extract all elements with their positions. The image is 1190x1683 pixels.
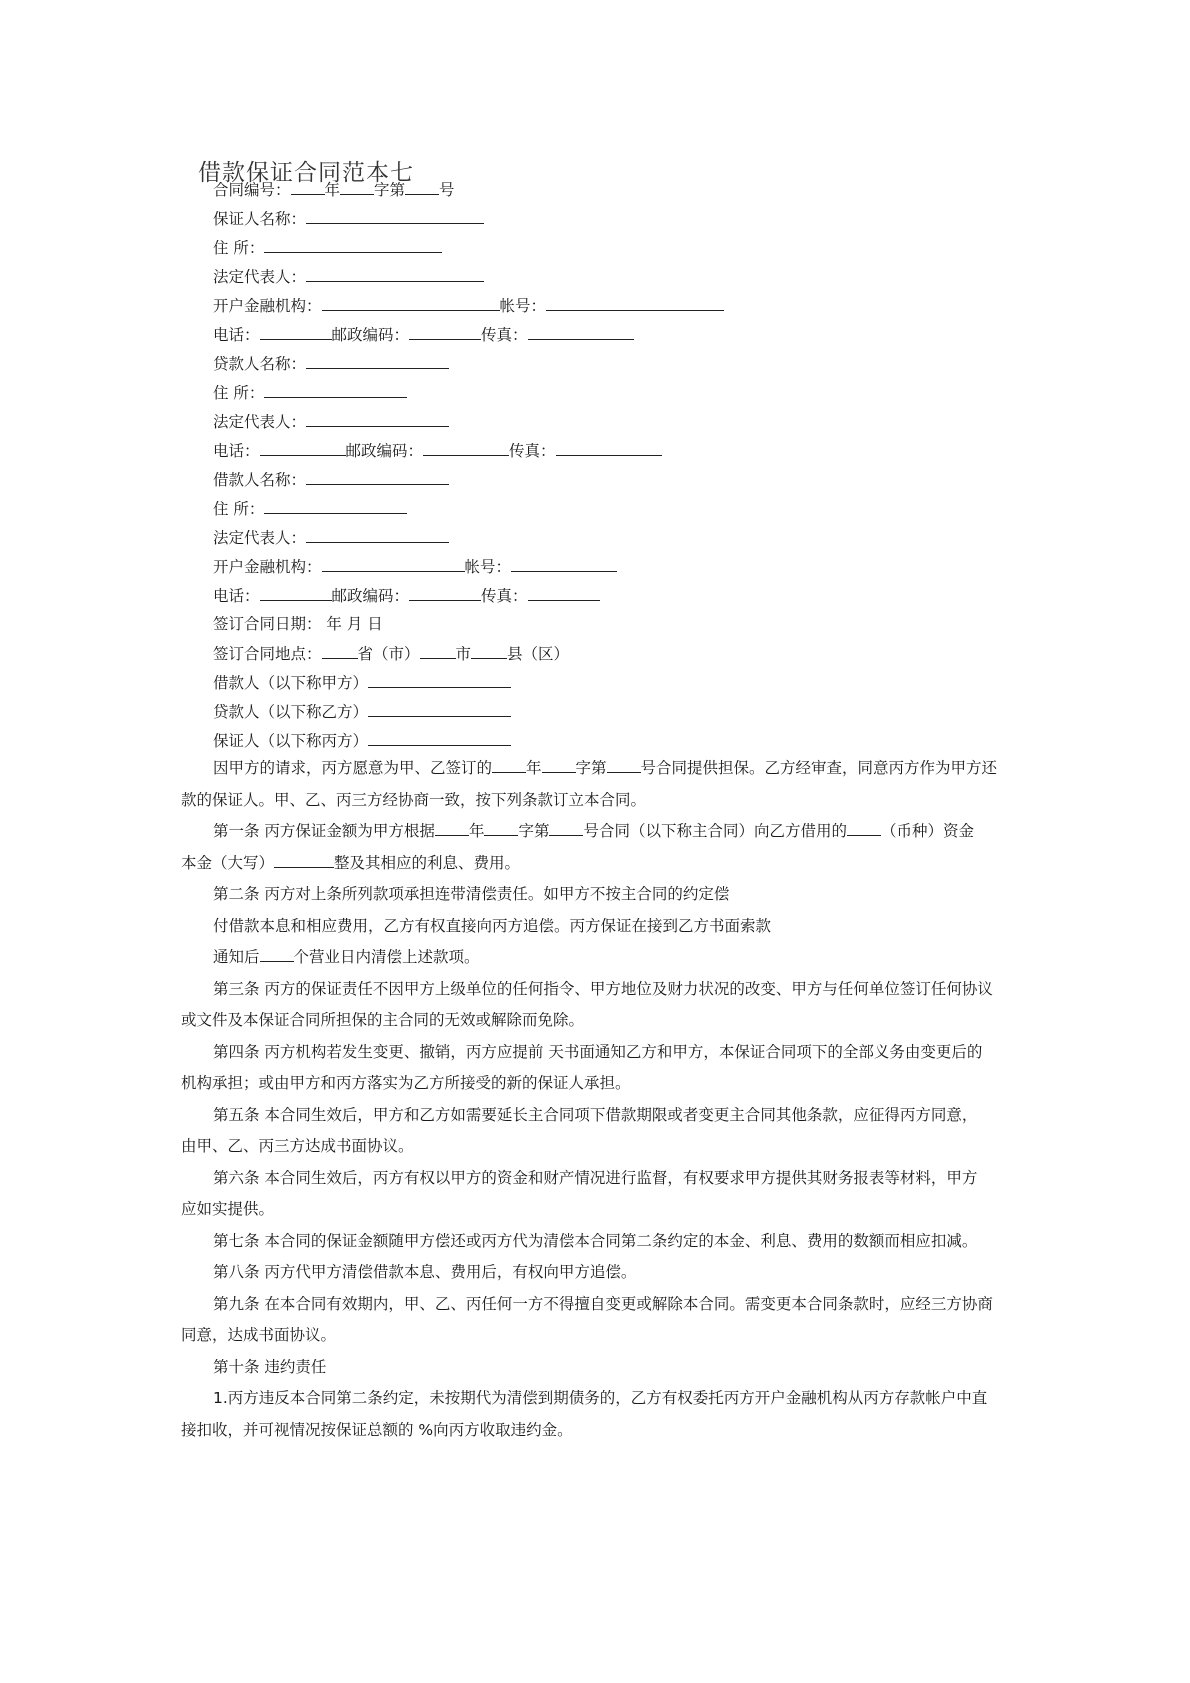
label: 保证人名称： (213, 210, 307, 228)
document-title: 借款保证合同范本七 (198, 160, 414, 186)
blank-line (264, 497, 407, 514)
blank-line (291, 178, 325, 195)
guarantor-legal-rep-field (213, 265, 484, 287)
label: 保证人（以下称丙方） (213, 732, 369, 750)
label: 签订合同地点： (213, 645, 322, 663)
label: 邮政编码： (345, 442, 424, 460)
guarantor-phone-field (213, 323, 634, 345)
label: 法定代表人： (213, 268, 307, 286)
article-3-line-2: 或文件及本保证合同所担保的主合同的无效或解除而免除。 (181, 1011, 585, 1029)
article-10-line-1: 1.丙方违反本合同第二条约定，未按期代为清偿到期债务的，乙方有权委托丙方开户金融机构从丙方存款帐户中直 (213, 1389, 988, 1407)
lender-address-field (213, 381, 407, 403)
blank-line (260, 945, 294, 962)
article-2-line-2: 付借款本息和相应费用，乙方有权直接向丙方追偿。丙方保证在接到乙方书面索款 (213, 916, 772, 935)
borrower-phone-field (213, 584, 600, 606)
article-10-line-2: 接扣收，并可视情况按保证总额的 %向丙方收取违约金。 (181, 1420, 573, 1439)
blank-line (274, 851, 334, 868)
article-1-line-2 (181, 848, 1021, 880)
blank-line (542, 756, 576, 773)
blank-line (405, 178, 439, 195)
article-2-line-1: 第二条 丙方对上条所列款项承担连带清偿责任。如甲方不按主合同的约定偿 (213, 885, 730, 903)
label: 传真： (509, 442, 556, 460)
article-7: 第七条 本合同的保证金额随甲方偿还或丙方代为清偿本合同第二条约定的本金、利息、费用的数额而相应扣减。 (213, 1231, 978, 1250)
article-9-line-1: 第九条 在本合同有效期内，甲、乙、丙任何一方不得擅自变更或解除本合同。需变更本合同条款时，应经三方协商 (213, 1294, 993, 1313)
text: 整及其相应的利息、费用。 (334, 853, 521, 872)
blank-line (423, 439, 509, 456)
label: 字第 (374, 181, 406, 199)
blank-line (484, 819, 518, 836)
borrower-address-field (213, 497, 407, 519)
label: 邮政编码： (331, 326, 410, 344)
label: 传真： (481, 326, 528, 344)
label: 电话： (213, 326, 260, 344)
label: 合同编号： (213, 181, 291, 199)
text: 字第 (575, 759, 607, 777)
article-9-line-2: 同意，达成书面协议。 (181, 1326, 337, 1344)
label: 法定代表人： (213, 413, 307, 431)
label: 省（市） (357, 645, 420, 663)
label: 帐号： (499, 297, 547, 315)
blank-line (260, 439, 346, 456)
blank-line (409, 323, 481, 340)
label: 帐号： (464, 558, 512, 576)
blank-line (306, 526, 449, 543)
contract-body (181, 753, 1021, 1446)
blank-line (471, 642, 507, 659)
blank-line (546, 294, 724, 311)
text: 号合同提供担保。乙方经审查，同意丙方作为甲方还 (640, 759, 998, 777)
blank-line (306, 410, 449, 427)
lender-phone-field (213, 439, 662, 461)
guarantor-address-field (213, 236, 442, 258)
label: 电话： (213, 587, 260, 605)
text: （币种）资金 (880, 822, 974, 840)
blank-line (368, 700, 511, 717)
blank-line (420, 642, 456, 659)
label: 签订合同日期： 年 月 日 (213, 615, 383, 633)
blank-line (556, 439, 662, 456)
intro-line-1 (181, 753, 1021, 785)
text: 本金（大写） (181, 853, 275, 872)
blank-line (511, 555, 617, 572)
blank-line (264, 236, 442, 253)
article-6-line-1: 第六条 本合同生效后，丙方有权以甲方的资金和财产情况进行监督，有权要求甲方提供其财务报表等材料，甲方 (213, 1168, 978, 1187)
blank-line (368, 671, 511, 688)
article-8: 第八条 丙方代甲方清偿借款本息、费用后，有权向甲方追偿。 (213, 1263, 637, 1281)
label: 住 所： (213, 239, 265, 257)
party-b-field (213, 700, 511, 722)
borrower-legal-rep-field (213, 526, 449, 548)
blank-line (368, 729, 511, 746)
guarantor-name-field (213, 207, 484, 229)
blank-line (409, 584, 481, 601)
contract-number-field (213, 178, 455, 200)
article-1-line-1 (181, 816, 1021, 848)
blank-line (322, 642, 358, 659)
article-5-line-2: 由甲、乙、丙三方达成书面协议。 (181, 1137, 414, 1155)
label: 市 (455, 645, 472, 663)
blank-line (528, 323, 634, 340)
label: 邮政编码： (331, 587, 410, 605)
label: 法定代表人： (213, 529, 307, 547)
blank-line (306, 207, 484, 224)
blank-line (322, 555, 465, 572)
article-4-line-2: 机构承担；或由甲方和丙方落实为乙方所接受的新的保证人承担。 (181, 1074, 631, 1092)
text: 个营业日内清偿上述款项。 (293, 948, 480, 966)
article-3-line-1: 第三条 丙方的保证责任不因甲方上级单位的任何指令、甲方地位及财力状况的改变、甲方与任何单位签订任何协议 (213, 979, 993, 998)
label: 贷款人（以下称乙方） (213, 703, 369, 721)
label: 开户金融机构： (213, 558, 322, 576)
blank-line (847, 819, 881, 836)
article-10-heading: 第十条 违约责任 (213, 1357, 327, 1376)
label: 年 (324, 181, 341, 199)
borrower-name-field (213, 468, 449, 490)
borrower-bank-field (213, 555, 617, 577)
label: 开户金融机构： (213, 297, 322, 315)
article-5-line-1: 第五条 本合同生效后，甲方和乙方如需要延长主合同项下借款期限或者变更主合同其他条款，应征得丙方同意， (213, 1105, 978, 1124)
intro-line-2: 款的保证人。甲、乙、丙三方经协商一致，按下列条款订立本合同。 (181, 790, 647, 809)
article-4-line-1: 第四条 丙方机构若发生变更、撤销，丙方应提前 天书面通知乙方和甲方，本保证合同项下的全部义务由变更后的 (213, 1042, 983, 1061)
article-6-line-2: 应如实提供。 (181, 1200, 275, 1218)
text: 字第 (518, 822, 550, 840)
blank-line (528, 584, 600, 601)
blank-line (260, 323, 332, 340)
blank-line (306, 265, 484, 282)
text: 通知后 (213, 948, 260, 966)
text: 号合同（以下称主合同）向乙方借用的 (583, 822, 847, 840)
text: 年 (468, 822, 485, 840)
label: 贷款人名称： (213, 355, 307, 373)
blank-line (492, 756, 526, 773)
label: 借款人（以下称甲方） (213, 674, 369, 692)
label: 传真： (481, 587, 528, 605)
text: 因甲方的请求，丙方愿意为甲、乙签订的 (213, 759, 493, 777)
party-a-field (213, 671, 511, 693)
article-2-line-3 (181, 942, 1021, 974)
lender-legal-rep-field (213, 410, 449, 432)
label: 住 所： (213, 384, 265, 402)
guarantor-bank-field (213, 294, 724, 316)
blank-line (340, 178, 374, 195)
text: 年 (526, 759, 542, 777)
signing-date-field (213, 613, 383, 635)
signing-place-field (213, 642, 569, 664)
label: 县（区） (507, 645, 570, 663)
text: 第一条 丙方保证金额为甲方根据 (213, 822, 435, 840)
blank-line (549, 819, 583, 836)
label: 电话： (213, 442, 260, 460)
blank-line (435, 819, 469, 836)
blank-line (322, 294, 500, 311)
lender-name-field (213, 352, 449, 374)
blank-line (264, 381, 407, 398)
label: 借款人名称： (213, 471, 307, 489)
party-c-field (213, 729, 511, 751)
blank-line (607, 756, 641, 773)
blank-line (260, 584, 332, 601)
label: 住 所： (213, 500, 265, 518)
blank-line (306, 352, 449, 369)
blank-line (306, 468, 449, 485)
label: 号 (439, 181, 455, 199)
